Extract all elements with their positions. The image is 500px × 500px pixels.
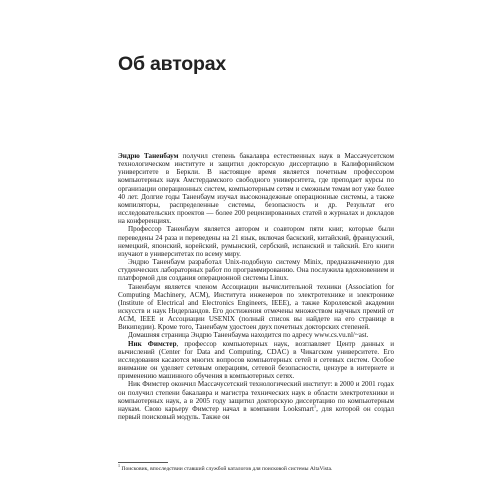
paragraph-2: Профессор Таненбаум является автором и соавтором пяти книг, которые были переведены 24 раза и переведены на 21 язык, включая баскский, китайский, французский, немецкий, японский, корейский, румынский, сербский, испанский и тайский. Его книги изучают в университетах по всему миру.	[118, 225, 394, 258]
author-name-tanenbaum: Эндрю Таненбаум	[118, 152, 179, 160]
footnote-text: Поисковик, впоследствии ставший службой каталогов для поисковой системы AltaVista.	[121, 466, 333, 472]
paragraph-3: Эндрю Таненбаум разработал Unix-подобную систему Minix, предназначенную для студенческих лабораторных работ по программированию. Она послужила вдохновением и платформой для создания операционной системы Linux.	[118, 258, 394, 283]
footnote-reference: 1	[313, 403, 317, 409]
paragraph-4: Таненбаум является членом Ассоциации вычислительной техники (Association for Computing Machinery, ACM), Института инженеров по электротехнике и электронике (Institute of Electrical and Electronics Engineers, IEEE), а также Королевской академии искусств и наук Нидерландов. Его достижения отмечены множеством научных премий от ACM, IEEE и Ассоциации USENIX (полный список вы найдете на его странице в Википедии). Кроме того, Таненбаум удостоен двух почетных докторских степеней.	[118, 282, 394, 332]
paragraph-5: Домашняя страница Эндрю Таненбаума находится по адресу www.cs.vu.nl/~ast.	[128, 331, 369, 340]
page-title: Об авторах	[118, 53, 227, 75]
paragraph-7	[118, 380, 394, 421]
footnote	[118, 463, 394, 473]
footnote-divider	[118, 462, 168, 463]
paragraph-6	[118, 340, 394, 381]
body-text	[118, 152, 394, 421]
paragraph-1-text: получил степень бакалавра естественных наук в Массачусетском технологическом институте и защитил докторскую диссертацию в Калифорнийском университете в Беркли. В настоящее время является почетным профессором компьютерных наук Амстердамского свободного университета, где преподает курсы по организации операционных систем, компьютерным сетям и смежным темам вот уже более 40 лет. Долгие годы Таненбаум изучал высоконадежные операционные системы, а также компиляторы, распределенные системы, безопасность и др. Результат его исследовательских проектов — более 200 рецензированных статей в журналах и докладов на конференциях.	[118, 152, 394, 226]
paragraph-7-text: Ник Фимстер окончил Массачусетский технологический институт: в 2000 и 2001 годах он получил степени бакалавра и магистра технических наук в области электротехники и компьютерных наук, а в 2005 году защитил докторскую диссертацию по компьютерным наукам. Свою карьеру Фимстер начал в компании Looksmart	[118, 380, 394, 413]
paragraph-1	[118, 152, 394, 225]
paragraph-7-tail: , для которой он создал первый поисковый модуль. Также он	[118, 404, 394, 421]
paragraph-6-text: , профессор компьютерных наук, возглавляет Центр данных и вычислений (Center for Data and Computing, CDAC) в Чикагском университете. Его исследования касаются многих вопросов компьютерных сетей и сетевых систем. Особое внимание он уделяет сетевым операциям, сетевой безопасности, цензуре в интернете и применению машинного обучения в компьютерных сетях.	[118, 339, 394, 381]
author-name-feamster: Ник Фимстер	[128, 339, 177, 348]
footnote-mark: 1	[118, 463, 120, 469]
